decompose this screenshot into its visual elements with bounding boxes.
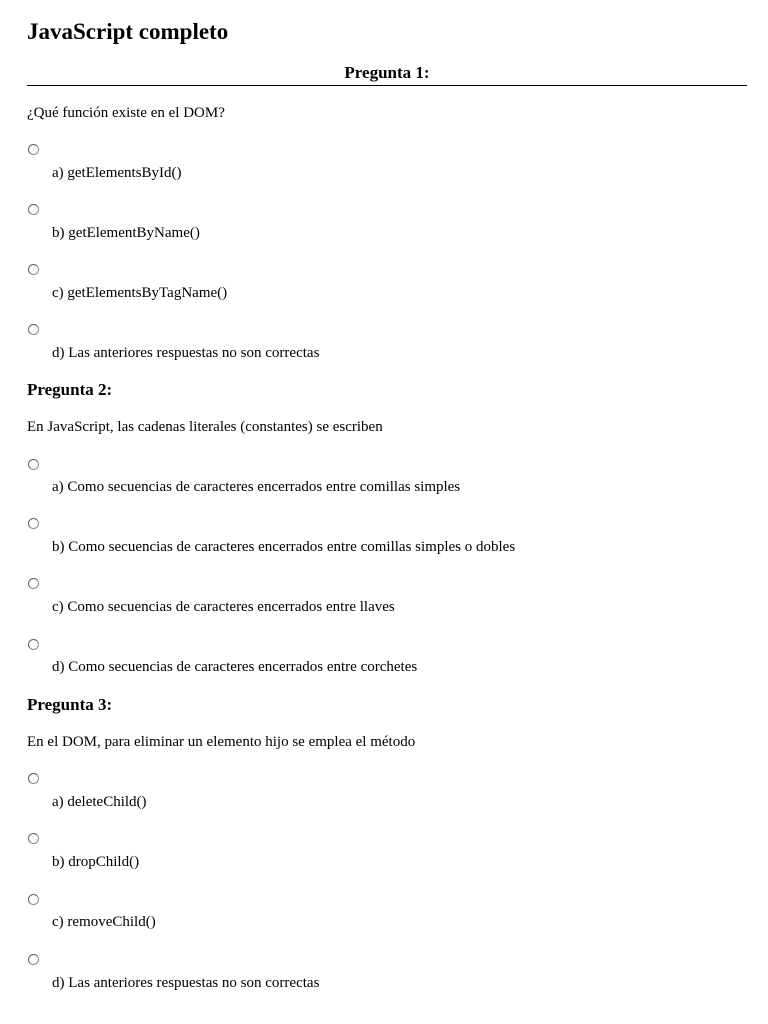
page-title: JavaScript completo bbox=[27, 19, 229, 44]
question-2-option-b-radio[interactable] bbox=[28, 518, 39, 529]
question-2-option-d-radio[interactable] bbox=[28, 639, 39, 650]
question-2-option-c-radio[interactable] bbox=[28, 578, 39, 589]
question-3-option-d-label[interactable]: d) Las anteriores respuestas no son correctas bbox=[52, 975, 320, 991]
question-3-option-d-radio[interactable] bbox=[28, 954, 39, 965]
question-2-option-c-label[interactable]: c) Como secuencias de caracteres encerrados entre llaves bbox=[52, 599, 395, 615]
question-3-text: En el DOM, para eliminar un elemento hijo se emplea el método bbox=[27, 734, 416, 750]
question-2-option-a-radio[interactable] bbox=[28, 459, 39, 470]
question-2-heading: Pregunta 2: bbox=[27, 380, 113, 399]
question-3-heading: Pregunta 3: bbox=[27, 695, 113, 714]
question-1-option-a-radio[interactable] bbox=[28, 144, 39, 155]
question-1-option-b-radio[interactable] bbox=[28, 204, 39, 215]
question-3-option-b-label[interactable]: b) dropChild() bbox=[52, 854, 140, 870]
question-2-option-d-label[interactable]: d) Como secuencias de caracteres encerrados entre corchetes bbox=[52, 659, 418, 675]
question-1-text: ¿Qué función existe en el DOM? bbox=[27, 105, 225, 121]
question-1-option-c-radio[interactable] bbox=[28, 264, 39, 275]
question-1-heading: Pregunta 1: bbox=[27, 62, 747, 86]
question-3-option-b-radio[interactable] bbox=[28, 833, 39, 844]
question-1-option-a-label[interactable]: a) getElementsById() bbox=[52, 165, 182, 181]
question-3-option-a-radio[interactable] bbox=[28, 773, 39, 784]
question-2-text: En JavaScript, las cadenas literales (constantes) se escriben bbox=[27, 419, 383, 435]
question-3-option-c-label[interactable]: c) removeChild() bbox=[52, 914, 156, 930]
question-1-option-d-label[interactable]: d) Las anteriores respuestas no son correctas bbox=[52, 345, 320, 361]
question-3-option-a-label[interactable]: a) deleteChild() bbox=[52, 794, 147, 810]
question-1-option-c-label[interactable]: c) getElementsByTagName() bbox=[52, 285, 228, 301]
question-2-option-a-label[interactable]: a) Como secuencias de caracteres encerrados entre comillas simples bbox=[52, 479, 461, 495]
question-2-option-b-label[interactable]: b) Como secuencias de caracteres encerrados entre comillas simples o dobles bbox=[52, 539, 516, 555]
question-3-option-c-radio[interactable] bbox=[28, 894, 39, 905]
question-1-option-d-radio[interactable] bbox=[28, 324, 39, 335]
question-1-option-b-label[interactable]: b) getElementByName() bbox=[52, 225, 200, 241]
